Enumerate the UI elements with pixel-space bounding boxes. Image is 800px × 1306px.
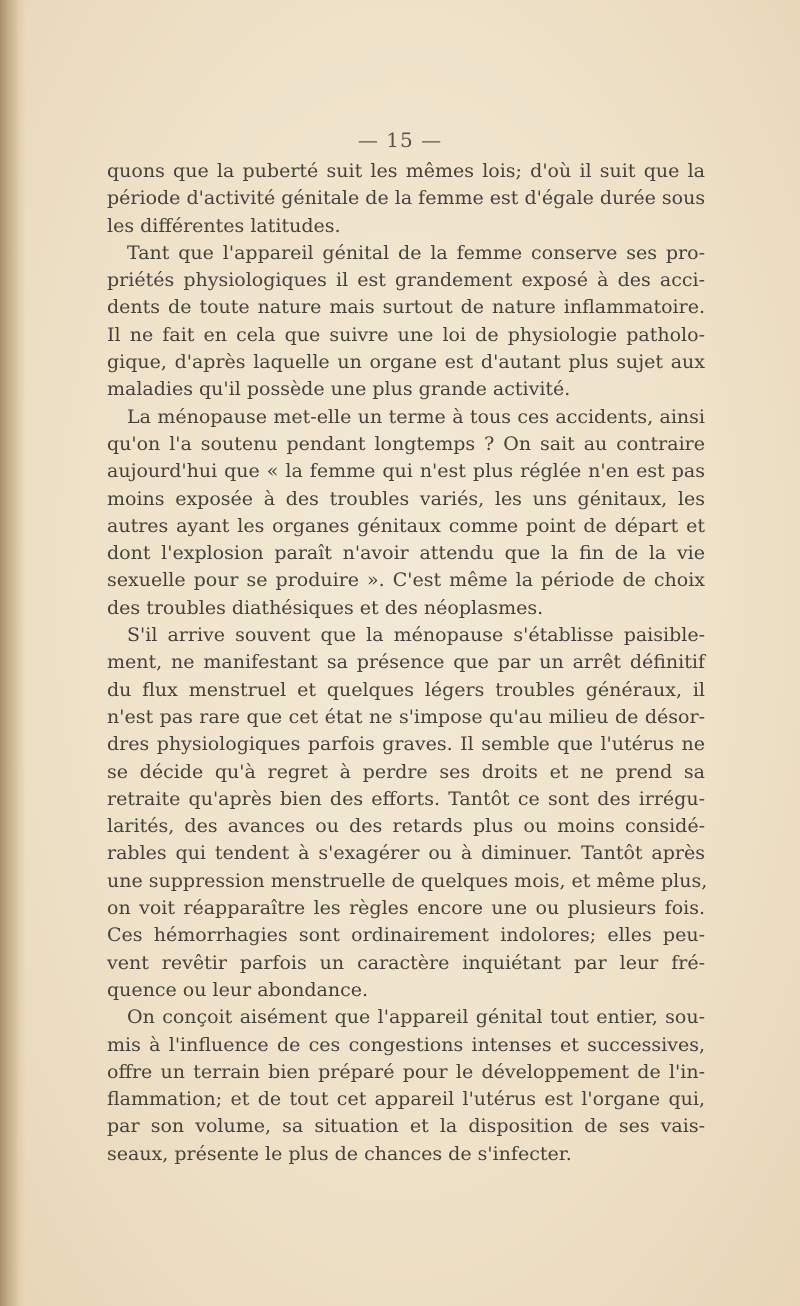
text-line: qu'on l'a soutenu pendant longtemps ? On sait au contraire [107, 432, 705, 455]
text-line: vent revêtir parfois un caractère inquiétant par leur fré- [107, 951, 705, 974]
text-line: On conçoit aisément que l'appareil génital tout entier, sou- [127, 1006, 705, 1029]
text-line: sexuelle pour se produire ». C'est même la période de choix [107, 569, 705, 592]
text-line: une suppression menstruelle de quelques mois, et même plus, [107, 869, 708, 892]
text-line: Il ne fait en cela que suivre une loi de physiologie patholo- [107, 323, 705, 346]
text-line: autres ayant les organes génitaux comme point de départ et [107, 514, 705, 537]
text-line: dont l'explosion paraît n'avoir attendu que la fin de la vie [107, 542, 705, 565]
text-line: S'il arrive souvent que la ménopause s'établisse paisible- [127, 624, 705, 647]
paragraph [107, 404, 705, 622]
paragraph [107, 1004, 705, 1168]
text-line: quons que la puberté suit les mêmes lois; d'où il suit que la [107, 160, 705, 182]
text-line: maladies qu'il possède une plus grande activité. [107, 378, 571, 401]
text-line: période d'activité génitale de la femme est d'égale durée sous [107, 187, 706, 210]
text-line: seaux, présente le plus de chances de s'infecter. [107, 1142, 572, 1165]
text-line: des troubles diathésiques et des néoplasmes. [107, 596, 544, 619]
text-line: mis à l'influence de ces congestions intenses et successives, [107, 1033, 705, 1056]
page-binding-edge [0, 0, 26, 1306]
text-line: n'est pas rare que cet état ne s'impose qu'au milieu de désor- [107, 705, 705, 728]
text-line: moins exposée à des troubles variés, les uns génitaux, les [107, 487, 705, 510]
text-line: offre un terrain bien préparé pour le développement de l'in- [107, 1060, 705, 1083]
text-line: se décide qu'à regret à perdre ses droits et ne prend sa [107, 760, 705, 783]
text-line: gique, d'après laquelle un organe est d'autant plus sujet aux [107, 351, 705, 374]
text-line: par son volume, sa situation et la disposition de ses vais- [107, 1115, 705, 1138]
paragraph [107, 240, 705, 404]
text-line: rables qui tendent à s'exagérer ou à diminuer. Tantôt après [107, 842, 705, 865]
paragraph [107, 622, 708, 1004]
text-line: dents de toute nature mais surtout de nature inflammatoire. [107, 296, 705, 319]
body-text [107, 158, 708, 1168]
text-line: larités, des avances ou des retards plus ou moins considé- [107, 815, 705, 838]
text-line: les différentes latitudes. [107, 214, 341, 237]
text-line: dres physiologiques parfois graves. Il semble que l'utérus ne [107, 733, 705, 756]
text-line: La ménopause met-elle un terme à tous ces accidents, ainsi [127, 405, 705, 428]
text-line: ment, ne manifestant sa présence que par un arrêt définitif [107, 651, 705, 674]
text-line: on voit réapparaître les règles encore une ou plusieurs fois. [107, 897, 705, 920]
text-line: du flux menstruel et quelques légers troubles généraux, il [107, 678, 705, 701]
text-line: aujourd'hui que « la femme qui n'est plus réglée n'en est pas [107, 460, 705, 483]
text-line: Tant que l'appareil génital de la femme conserve ses pro- [127, 241, 705, 264]
text-line: Ces hémorrhagies sont ordinairement indolores; elles peu- [107, 924, 705, 947]
text-line: priétés physiologiques il est grandement exposé à des acci- [107, 269, 705, 292]
page-number: — 15 — [357, 128, 443, 152]
text-line: flammation; et de tout cet appareil l'utérus est l'organe qui, [107, 1088, 705, 1111]
text-line: quence ou leur abondance. [107, 978, 369, 1001]
paragraph [107, 158, 705, 240]
text-line: retraite qu'après bien des efforts. Tantôt ce sont des irrégu- [107, 787, 705, 810]
